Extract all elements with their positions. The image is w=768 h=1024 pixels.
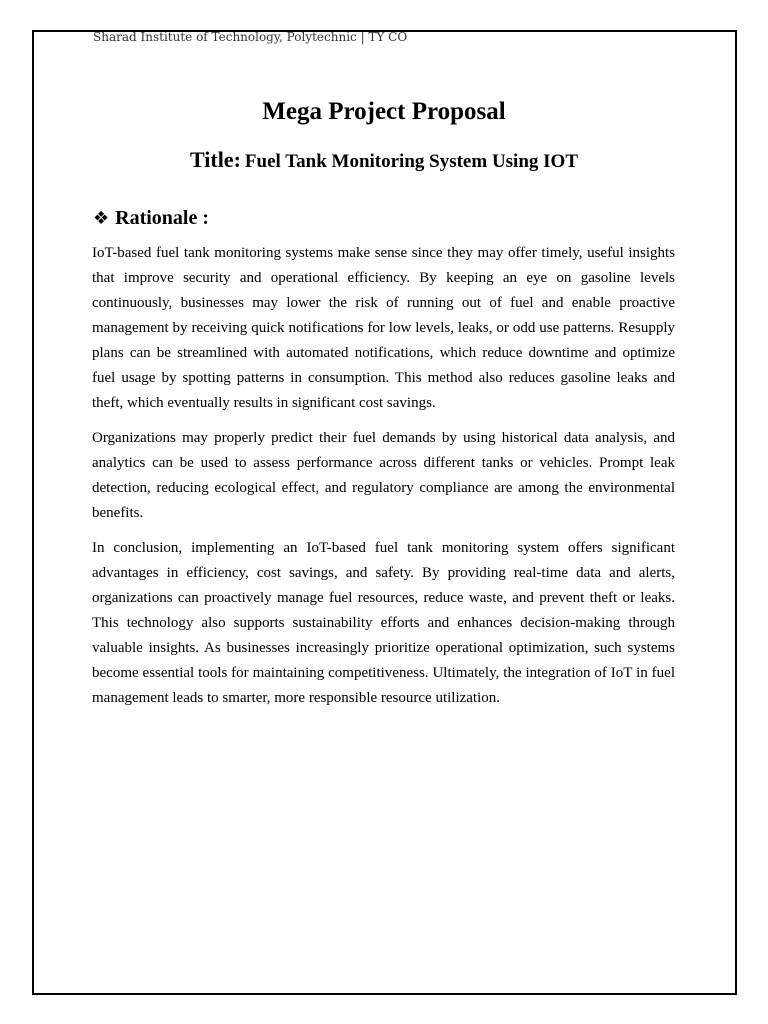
project-title	[0, 145, 768, 178]
section-heading-text: Rationale :	[115, 207, 210, 229]
rationale-body	[92, 241, 675, 721]
running-header: Sharad Institute of Technology, Polytechnic | TY CO	[93, 30, 408, 44]
section-heading-rationale	[93, 204, 209, 233]
paragraph: Organizations may properly predict their fuel demands by using historical data analysis, and analytics can be used to assess performance across different tanks or vehicles. Prompt leak detection, reducing ecological effect, and regulatory compliance are among the environmental benefits.	[92, 430, 675, 521]
project-title-value: Fuel Tank Monitoring System Using IOT	[244, 151, 578, 172]
document-title: Mega Project Proposal	[262, 98, 506, 125]
paragraph: IoT-based fuel tank monitoring systems make sense since they may offer timely, useful insights that improve security and operational efficiency. By keeping an eye on gasoline levels continuously, businesses may lower the risk of running out of fuel and enable proactive management by receiving quick notifications for low levels, leaks, or odd use patterns. Resupply plans can be streamlined with automated notifications, which reduce downtime and optimize fuel usage by spotting patterns in consumption. This method also reduces gasoline leaks and theft, which eventually results in significant cost savings.	[92, 245, 675, 411]
project-title-label: Title:	[189, 147, 241, 172]
paragraph: In conclusion, implementing an IoT-based fuel tank monitoring system offers significant advantages in efficiency, cost savings, and safety. By providing real-time data and alerts, organizations can proactively manage fuel resources, reduce waste, and prevent theft or leaks. This technology also supports sustainability efforts and enhances decision-making through valuable insights. As businesses increasingly prioritize operational optimization, such systems become essential tools for maintaining competitiveness. Ultimately, the integration of IoT in fuel management leads to smarter, more responsible resource utilization.	[92, 540, 675, 706]
diamond-bullet-icon: ❖	[93, 208, 110, 229]
